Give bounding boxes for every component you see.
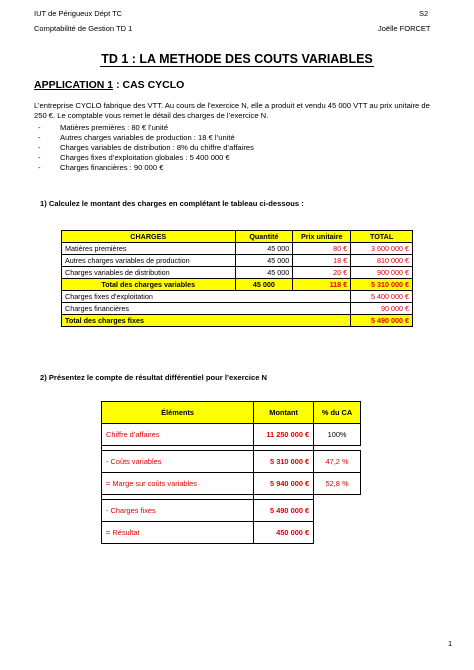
header-school: IUT de Périgueux Dépt TC [34, 9, 123, 18]
table-row [62, 291, 413, 303]
table-row [62, 243, 413, 255]
row-total: 5 310 000 € [351, 279, 413, 291]
row-total: 5 490 000 € [351, 315, 413, 327]
header-course: Comptabilité de Gestion TD 1 [34, 24, 133, 33]
list-item: - Matières premières : 80 € l’unité [34, 123, 414, 133]
total-fixed-row [62, 315, 413, 327]
header-author: Joëlle FORCET [378, 24, 431, 33]
row-unit-price: 118 € [293, 279, 351, 291]
page-title: TD 1 : LA METHODE DES COUTS VARIABLES [101, 52, 373, 66]
row-quantity: 45 000 [235, 279, 293, 291]
row-label: Charges fixes d’exploitation [62, 291, 351, 303]
charges-table [61, 230, 413, 327]
row-unit-price: 80 € [293, 243, 351, 255]
row-label: - Charges fixes [102, 500, 254, 522]
list-item: - Charges financières : 90 000 € [34, 163, 414, 173]
row-label: - Coûts variables [102, 451, 254, 473]
row-total: 900 000 € [351, 267, 413, 279]
row-quantity: 45 000 [235, 267, 293, 279]
row-pct: 100% [314, 424, 361, 446]
row-label: Total des charges fixes [62, 315, 351, 327]
table-row [102, 500, 361, 522]
row-quantity: 45 000 [235, 243, 293, 255]
row-quantity: 45 000 [235, 255, 293, 267]
list-item: - Charges fixes d’exploitation globales : 5 400 000 € [34, 153, 414, 163]
row-amount: 11 250 000 € [254, 424, 314, 446]
table-row [62, 303, 413, 315]
list-item: - Autres charges variables de production : 18 € l’unité [34, 133, 414, 143]
row-label: Chiffre d’affaires [102, 424, 254, 446]
row-amount: 5 940 000 € [254, 473, 314, 495]
row-amount: 450 000 € [254, 522, 314, 544]
row-amount: 5 310 000 € [254, 451, 314, 473]
row-label: Charges financières [62, 303, 351, 315]
row-pct: 52,8 % [314, 473, 361, 495]
application-heading: APPLICATION 1 : CAS CYCLO [34, 79, 185, 91]
table-row [102, 451, 361, 473]
row-total: 810 000 € [351, 255, 413, 267]
row-label: Matières premières [62, 243, 236, 255]
col-header-charges: CHARGES [62, 231, 236, 243]
question-1: 1) Calculez le montant des charges en complétant le tableau ci-dessous : [40, 199, 304, 208]
total-variable-row [62, 279, 413, 291]
table-row [102, 522, 361, 544]
row-total: 90 000 € [351, 303, 413, 315]
table-row [62, 267, 413, 279]
intro-line-1: L’entreprise CYCLO fabrique des VTT. Au cours de l’exercice N, elle a produit et vendu 45 000 VTT au prix unitaire de [34, 101, 430, 110]
row-pct [314, 522, 361, 544]
intro-line-2: 250 €. Le comptable vous remet le détail des charges de l’exercice N. [34, 111, 269, 120]
table-header-row [62, 231, 413, 243]
table-row [102, 473, 361, 495]
header-semester: S2 [419, 9, 429, 18]
page-number: 1 [448, 639, 453, 648]
list-item: - Charges variables de distribution : 8% du chiffre d’affaires [34, 143, 414, 153]
col-header-prix-unitaire: Prix unitaire [293, 231, 351, 243]
col-header-pct-ca: % du CA [314, 402, 361, 424]
table-row [102, 424, 361, 446]
col-header-montant: Montant [254, 402, 314, 424]
row-label: Total des charges variables [62, 279, 236, 291]
row-pct [314, 500, 361, 522]
row-label: = Marge sur coûts variables [102, 473, 254, 495]
table-header-row [102, 402, 361, 424]
row-label: Charges variables de distribution [62, 267, 236, 279]
row-total: 3 600 000 € [351, 243, 413, 255]
col-header-total: TOTAL [351, 231, 413, 243]
question-2: 2) Présentez le compte de résultat différentiel pour l’exercice N [40, 373, 268, 382]
row-pct: 47,2 % [314, 451, 361, 473]
charges-list [34, 123, 414, 173]
row-unit-price: 20 € [293, 267, 351, 279]
row-unit-price: 18 € [293, 255, 351, 267]
row-amount: 5 490 000 € [254, 500, 314, 522]
col-header-elements: Éléments [102, 402, 254, 424]
row-label: Autres charges variables de production [62, 255, 236, 267]
table-row [62, 255, 413, 267]
row-label: = Résultat [102, 522, 254, 544]
result-table [101, 401, 361, 544]
col-header-quantite: Quantité [235, 231, 293, 243]
row-total: 5 400 000 € [351, 291, 413, 303]
intro-paragraph [34, 101, 454, 121]
